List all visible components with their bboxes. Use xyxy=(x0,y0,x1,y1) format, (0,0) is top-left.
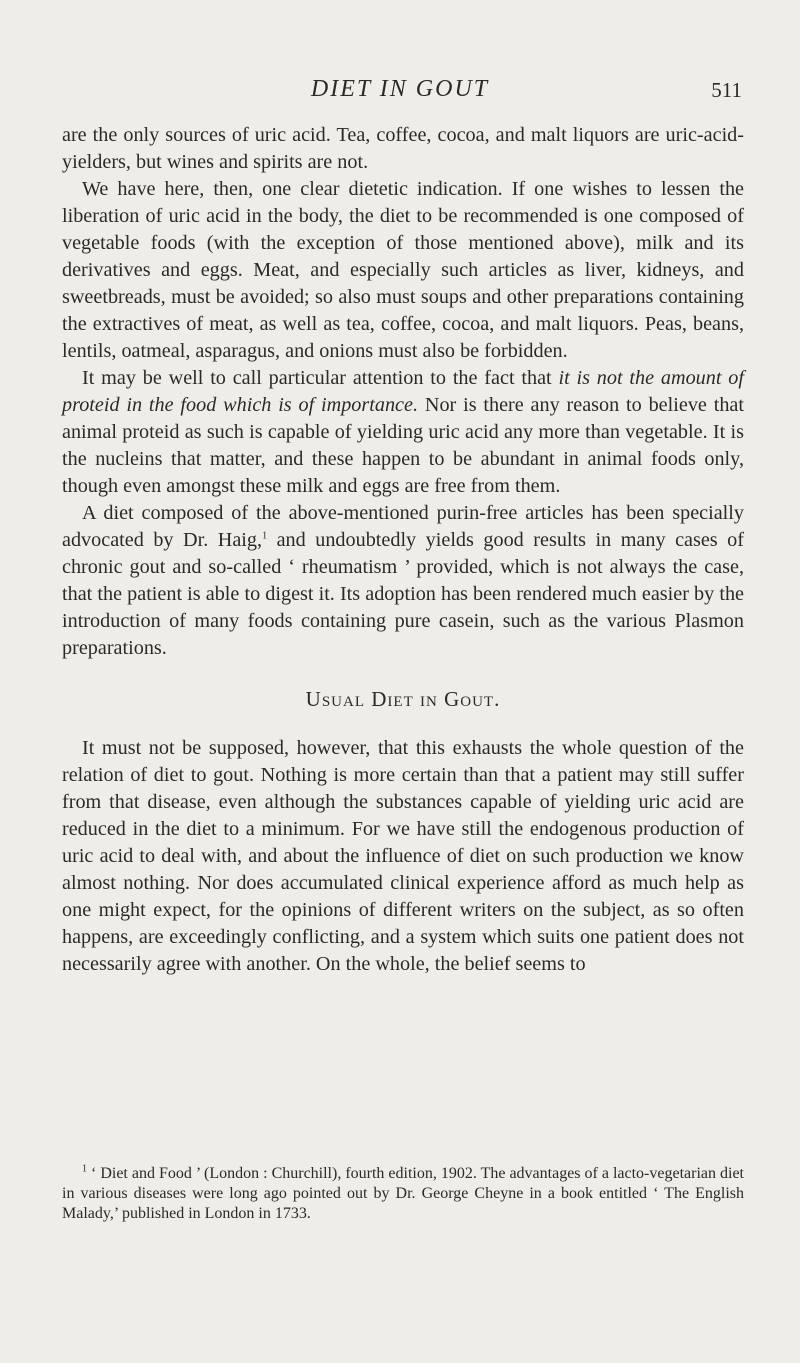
body-text xyxy=(62,122,744,978)
paragraph-proteid-rest: Nor is there any reason to believe that animal proteid as such is capable of yielding uric acid any more than vegetable. It is the nucleins that matter, and these happen to be abundant in animal foods only, though even amongst these milk and eggs are free from them. xyxy=(62,394,744,497)
footnote-mark: 1 xyxy=(82,1163,87,1175)
footnote xyxy=(62,1164,744,1224)
paragraph-purin-free-lead: A diet composed of the above-mentioned purin-free articles has been specially advocated by Dr. Haig, xyxy=(62,502,744,551)
paragraph-proteid xyxy=(62,365,744,500)
page-number: 511 xyxy=(711,78,742,102)
running-title: DIET IN GOUT xyxy=(310,76,490,102)
paragraph-proteid-lead: It may be well to call particular attention to the fact that xyxy=(82,367,559,389)
paragraph-dietetic-indication: We have here, then, one clear dietetic indication. If one wishes to lessen the liberation of uric acid in the body, the diet to be recommended is one composed of vegetable foods (with the exception of those mentioned above), milk and its derivatives and eggs. Meat, and especially such articles as liver, kidneys, and sweetbreads, must be avoided; so also must soups and other preparations containing the extractives of meat, as well as tea, coffee, cocoa, and malt liquors. Peas, beans, lentils, oatmeal, asparagus, and onions must also be forbidden. xyxy=(62,178,744,362)
paragraph-usual-diet: It must not be supposed, however, that this exhausts the whole question of the relation of diet to gout. Nothing is more certain than that a patient may still suffer from that disease, even although the substances capable of yielding uric acid are reduced in the diet to a minimum. For we have still the endogenous production of uric acid to deal with, and about the influence of diet on such production we know almost nothing. Nor does accumulated clinical experience afford as much help as one might expect, for the opinions of different writers on the subject, as so often happens, are exceedingly conflicting, and a system which suits one patient does not necessarily agree with another. On the whole, the belief seems to xyxy=(62,737,744,975)
paragraph-purin-free-rest: and undoubtedly yields good results in many cases of chronic gout and so-called ‘ rheumatism ’ provided, which is not always the case, that the patient is able to digest it. Its adoption has been rendered much easier by the introduction of many foods containing pure casein, such as the various Plasmon preparations. xyxy=(62,529,744,659)
footnote-text: ‘ Diet and Food ’ (London : Churchill), fourth edition, 1902. The advantages of a lacto-vegetarian diet in various diseases were long ago pointed out by Dr. George Cheyne in a book entitled ‘ The English Malady,’ published in London in 1733. xyxy=(62,1165,744,1222)
section-heading: Usual Diet in Gout. xyxy=(305,687,501,711)
footnotes xyxy=(62,1164,744,1224)
paragraph-proteid-emphasis: it is not the amount of proteid in the food which is of importance. xyxy=(62,367,745,416)
paragraph-purin-free-diet xyxy=(62,500,744,662)
paragraph-continuation: are the only sources of uric acid. Tea, coffee, cocoa, and malt liquors are uric-acid-yielders, but wines and spirits are not. xyxy=(62,124,744,173)
running-head xyxy=(58,76,742,108)
footnote-reference: 1 xyxy=(262,530,268,542)
